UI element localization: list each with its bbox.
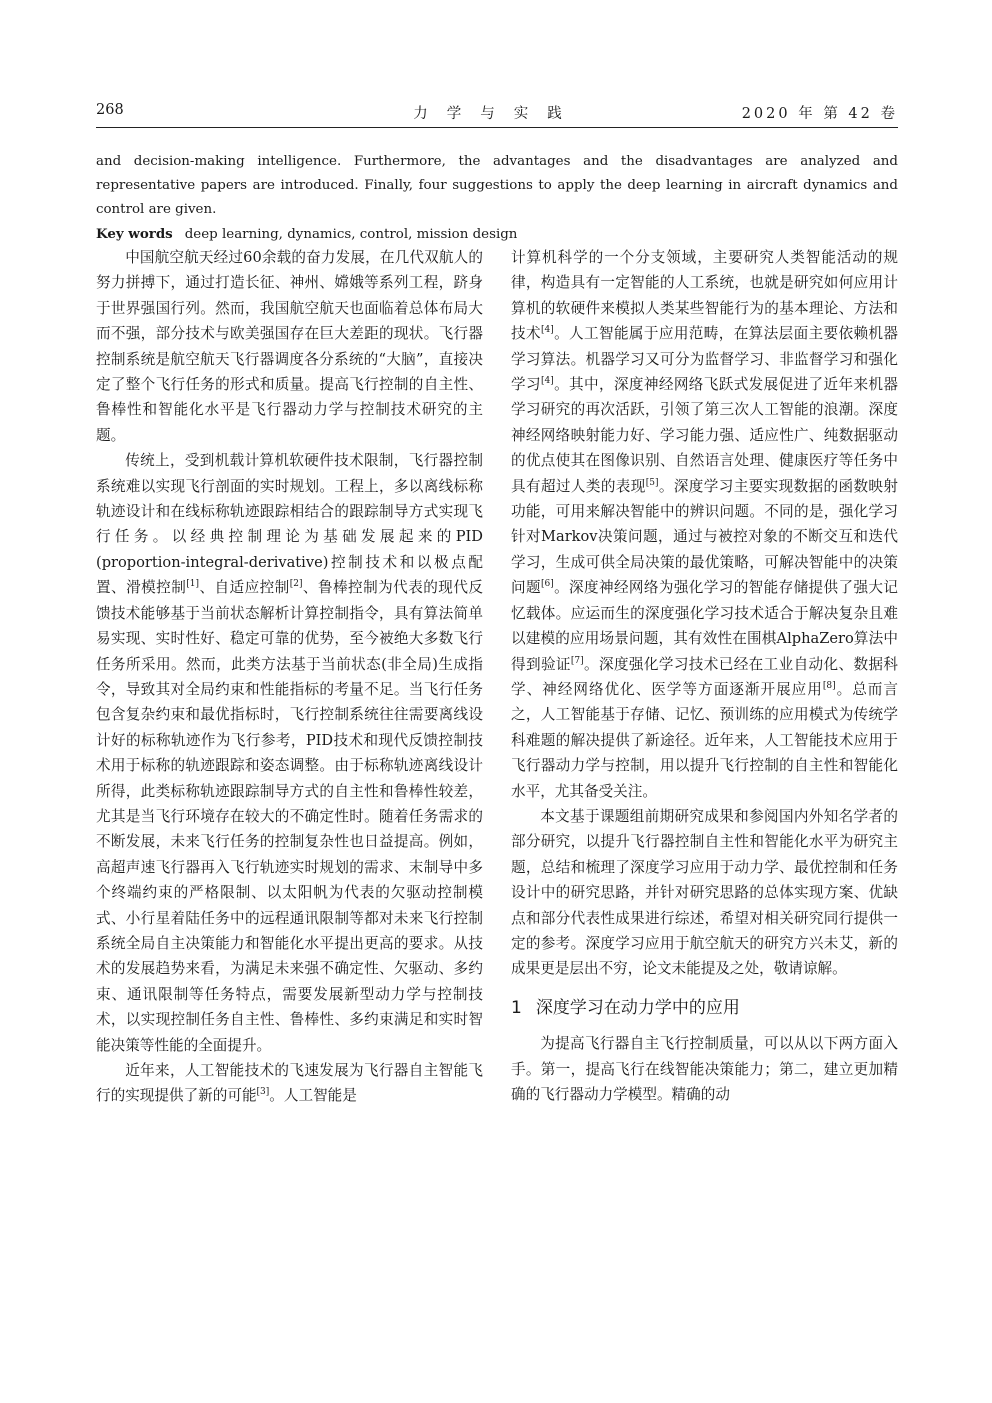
paragraph-intro: 中国航空航天经过60余载的奋力发展，在几代双航人的努力拼搏下，通过打造长征、神州、嫦娥等系列工程，跻身于世界强国行列。然而，我国航空航天也面临着总体布局大而不强，部分技术与欧美强国存在巨大差距的现状。飞行器控制系统是航空航天飞行器调度各分系统的“大脑”，直接决定了整个飞行任务的形式和质量。提高飞行控制的自主性、鲁棒性和智能化水平是飞行器动力学与控制技术研究的主题。 — [96, 249, 483, 444]
citation-5: [5] — [645, 477, 659, 488]
left-column — [96, 245, 483, 1109]
text-span: 。深度学习主要实现数据的函数映射功能，可用来解决智能中的辨识问题。不同的是，强化学习针对Markov决策问题，通过与被控对象的不断交互和迭代学习，生成可供全局决策的最优策略，可解决智能中的决策问题 — [511, 477, 898, 597]
text-span: 。其中，深度神经网络飞跃式发展促进了近年来机器学习研究的再次活跃，引领了第三次人工智能的浪潮。深度神经网络映射能力好、学习能力强、适应性广、纯数据驱动的优点使其在图像识别、自然语言处理、健康医疗等任务中具有超过人类的表现 — [511, 376, 898, 495]
citation-4b: [4] — [540, 376, 554, 387]
text-span: 。总而言之，人工智能基于存储、记忆、预训练的应用模式为传统学科难题的解决提供了新途径。近年来，人工智能技术应用于飞行器动力学与控制，用以提升飞行控制的自主性和智能化水平，尤其备受关注。 — [511, 680, 898, 800]
abstract-text: and decision-making intelligence. Furthermore, the advantages and the disadvantages are analyzed and representative papers are introduced. Finally, four suggestions to apply the deep learning in aircraft dynamics and control are given. — [96, 154, 898, 217]
text-span: 、自适应控制 — [199, 579, 290, 597]
header-rule — [96, 127, 898, 128]
paragraph-ai-continued — [511, 245, 898, 804]
running-header — [96, 100, 898, 126]
paragraph-section-1: 为提高飞行器自主飞行控制质量，可以从以下两方面入手。第一，提高飞行在线智能决策能力；第二，建立更加精确的飞行器动力学模型。精确的动 — [511, 1035, 898, 1103]
keywords-label: Key words — [96, 226, 173, 242]
section-title: 深度学习在动力学中的应用 — [535, 997, 740, 1018]
journal-volume: 2020 年 第 42 卷 — [741, 106, 898, 122]
text-span: 计算机科学的一个分支领域，主要研究人类智能活动的规律，构造具有一定智能的人工系统，也就是研究如何应用计算机的软硬件来模拟人类某些智能行为的基本理论、方法和技术 — [511, 249, 898, 343]
keywords-line — [96, 222, 898, 247]
paragraph-traditional — [96, 448, 483, 1058]
keywords-text: deep learning, dynamics, control, mission design — [184, 227, 518, 242]
text-span: 、鲁棒控制为代表的现代反馈技术能够基于当前状态解析计算控制指令，具有算法简单易实现、实时性好、稳定可靠的优势，至今被绝大多数飞行任务所采用。然而，此类方法基于当前状态(非全局)生成指令，导致其对全局约束和性能指标的考量不足。当飞行任务包含复杂约束和最优指标时，飞行控制系统往往需要离线设计好的标称轨迹作为飞行参考，PID技术和现代反馈控制技术用于标称的轨迹跟踪和姿态调整。由于标称轨迹离线设计所得，此类标称轨迹跟踪制导方式的自主性和鲁棒性较差，尤其是当飞行环境存在较大的不确定性时。随着任务需求的不断发展，未来飞行任务的控制复杂性也日益提高。例如，高超声速飞行器再入飞行轨迹实时规划的需求、末制导中多个终端约束的严格限制、以太阳帆为代表的欠驱动控制模式、小行星着陆任务中的远程通讯限制等都对未来飞行控制系统全局自主决策能力和智能化水平提出更高的要求。从技术的发展趋势来看，为满足未来强不确定性、欠驱动、多约束、通讯限制等任务特点，需要发展新型动力学与控制技术，以实现控制任务自主性、鲁棒性、多约束满足和实时智能决策等性能的全面提升。 — [96, 579, 483, 1054]
abstract-block — [96, 150, 898, 247]
citation-1: [1] — [186, 579, 200, 590]
text-span: 传统上，受到机载计算机软硬件技术限制，飞行器控制系统难以实现飞行剖面的实时规划。工程上，多以离线标称轨迹设计和在线标称轨迹跟踪相结合的跟踪制导方式实现飞行任务。以经典控制理论为基础发展起来的PID (proportion-integral-derivative)控制技术和以极点配置、滑模控制 — [96, 452, 483, 597]
text-span: 近年来，人工智能技术的飞速发展为飞行器自主智能飞行的实现提供了新的可能 — [96, 1062, 483, 1105]
text-span: 。深度神经网络为强化学习的智能存储提供了强大记忆载体。应运而生的深度强化学习技术适合于解决复杂且难以建模的应用场景问题，其有效性在围棋AlphaZero算法中得到验证 — [511, 579, 898, 673]
text-span: 。人工智能是 — [269, 1087, 357, 1105]
text-span: 。人工智能属于应用范畴，在算法层面主要依赖机器学习算法。机器学习又可分为监督学习、非监督学习和强化学习 — [511, 325, 898, 394]
citation-3: [3] — [256, 1087, 270, 1098]
right-column — [511, 245, 898, 1107]
text-span: 。深度强化学习技术已经在工业自动化、数据科学、神经网络优化、医学等方面逐渐开展应用 — [511, 655, 898, 698]
paragraph-scope: 本文基于课题组前期研究成果和参阅国内外知名学者的部分研究，以提升飞行器控制自主性和智能化水平为研究主题，总结和梳理了深度学习应用于动力学、最优控制和任务设计中的研究思路，并针对研究思路的总体实现方案、优缺点和部分代表性成果进行综述，希望对相关研究同行提供一定的参考。深度学习应用于航空航天的研究方兴未艾，新的成果更是层出不穷，论文未能提及之处，敬请谅解。 — [511, 807, 898, 978]
journal-title: 力学与实践 — [413, 106, 581, 122]
paragraph-ai-start — [96, 1058, 483, 1109]
page-number: 268 — [96, 102, 124, 118]
citation-8: [8] — [822, 680, 836, 691]
section-heading — [511, 996, 898, 1021]
citation-6: [6] — [540, 579, 554, 590]
citation-4a: [4] — [540, 325, 554, 336]
section-number: 1 — [511, 997, 522, 1018]
citation-2: [2] — [289, 579, 303, 590]
citation-7: [7] — [570, 655, 584, 666]
